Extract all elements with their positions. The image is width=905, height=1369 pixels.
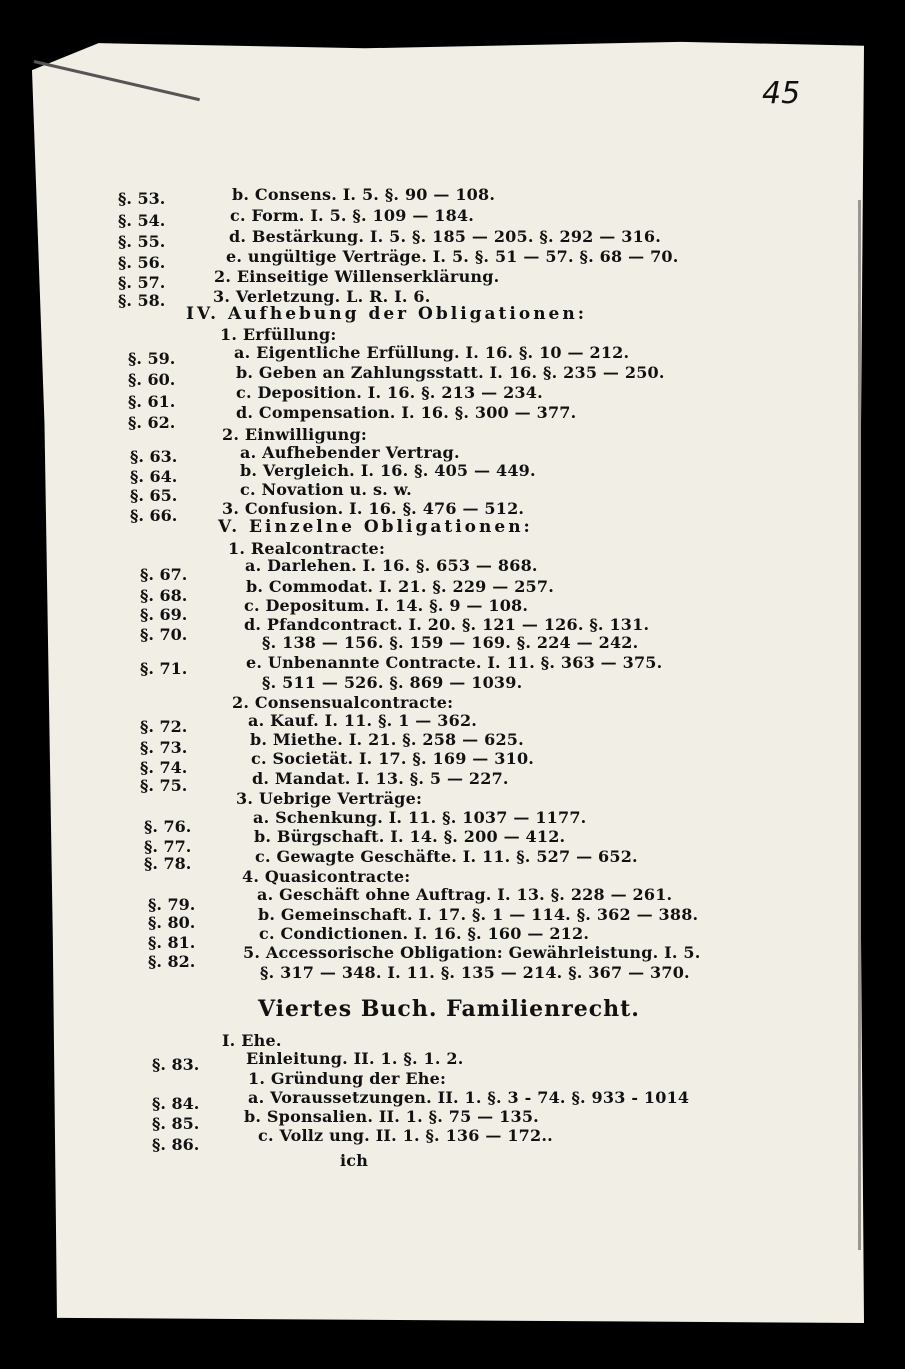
toc-entry: e. Unbenannte Contracte. I. 11. §. 363 — 375. — [246, 653, 663, 672]
toc-subheading: 2. Einwilligung: — [222, 425, 368, 444]
toc-heading: IV. Aufhebung der Obligationen: — [186, 304, 588, 324]
section-number: §. 75. — [140, 776, 188, 795]
section-number: §. 79. — [148, 895, 196, 914]
section-number: §. 81. — [148, 933, 196, 952]
toc-subheading: 2. Consensualcontracte: — [232, 693, 454, 712]
book-heading: Viertes Buch. Familienrecht. — [258, 996, 640, 1022]
toc-entry: d. Compensation. I. 16. §. 300 — 377. — [236, 403, 577, 422]
toc-heading: V. Einzelne Obligationen: — [218, 517, 533, 537]
toc-entry: 3. Confusion. I. 16. §. 476 — 512. — [222, 499, 525, 518]
section-number: §. 85. — [152, 1114, 200, 1133]
section-number: §. 86. — [152, 1135, 200, 1154]
section-number: §. 74. — [140, 758, 188, 777]
section-number: §. 59. — [128, 349, 176, 368]
section-number: §. 83. — [152, 1055, 200, 1074]
toc-entry: b. Geben an Zahlungsstatt. I. 16. §. 235 — 250. — [236, 363, 665, 382]
toc-entry: e. ungültige Verträge. I. 5. §. 51 — 57. §. 68 — 70. — [226, 247, 679, 266]
section-number: §. 55. — [118, 232, 166, 251]
toc-subheading: 3. Uebrige Verträge: — [236, 789, 423, 808]
section-number: §. 56. — [118, 253, 166, 272]
toc-entry-continuation: §. 138 — 156. §. 159 — 169. §. 224 — 242. — [262, 633, 639, 652]
section-number: §. 80. — [148, 913, 196, 932]
section-number: §. 57. — [118, 273, 166, 292]
section-number: §. 58. — [118, 291, 166, 310]
section-number: §. 65. — [130, 486, 178, 505]
section-number: §. 72. — [140, 717, 188, 736]
section-number: §. 76. — [144, 817, 192, 836]
toc-entry: b. Gemeinschaft. I. 17. §. 1 — 114. §. 362 — 388. — [258, 905, 699, 924]
toc-subheading: 1. Realcontracte: — [228, 539, 386, 558]
toc-entry: c. Form. I. 5. §. 109 — 184. — [230, 206, 475, 225]
toc-entry: Einleitung. II. 1. §. 1. 2. — [246, 1049, 464, 1068]
section-number: §. 54. — [118, 211, 166, 230]
toc-entry-continuation: §. 511 — 526. §. 869 — 1039. — [262, 673, 523, 692]
section-number: §. 78. — [144, 854, 192, 873]
toc-subheading: 4. Quasicontracte: — [242, 867, 411, 886]
toc-entry: d. Bestärkung. I. 5. §. 185 — 205. §. 292 — 316. — [229, 227, 662, 246]
catchword: ich — [340, 1151, 369, 1170]
section-number: §. 82. — [148, 952, 196, 971]
section-number: §. 71. — [140, 659, 188, 678]
section-number: §. 70. — [140, 625, 188, 644]
toc-entry: a. Kauf. I. 11. §. 1 — 362. — [248, 711, 478, 730]
toc-entry: a. Eigentliche Erfüllung. I. 16. §. 10 — 212. — [234, 343, 630, 362]
section-number: §. 84. — [152, 1094, 200, 1113]
toc-entry: c. Societät. I. 17. §. 169 — 310. — [251, 749, 535, 768]
toc-entry: 2. Einseitige Willenserklärung. — [214, 267, 500, 286]
toc-entry: b. Consens. I. 5. §. 90 — 108. — [232, 185, 496, 204]
section-number: §. 66. — [130, 506, 178, 525]
toc-entry: a. Schenkung. I. 11. §. 1037 — 1177. — [253, 808, 587, 827]
section-number: §. 61. — [128, 392, 176, 411]
toc-entry: b. Commodat. I. 21. §. 229 — 257. — [246, 577, 554, 596]
toc-entry: 5. Accessorische Obligation: Gewährleistung. I. 5. — [243, 943, 701, 962]
toc-heading: I. Ehe. — [222, 1031, 282, 1050]
toc-entry: d. Mandat. I. 13. §. 5 — 227. — [252, 769, 509, 788]
page-edge — [858, 200, 861, 1250]
toc-entry: c. Novation u. s. w. — [240, 480, 412, 499]
toc-entry-continuation: §. 317 — 348. I. 11. §. 135 — 214. §. 367 — 370. — [260, 963, 690, 982]
section-number: §. 67. — [140, 565, 188, 584]
toc-entry: c. Deposition. I. 16. §. 213 — 234. — [236, 383, 543, 402]
section-number: §. 73. — [140, 738, 188, 757]
toc-entry: c. Condictionen. I. 16. §. 160 — 212. — [259, 924, 590, 943]
toc-entry: a. Geschäft ohne Auftrag. I. 13. §. 228 — 261. — [257, 885, 673, 904]
section-number: §. 53. — [118, 189, 166, 208]
toc-entry: c. Vollz ung. II. 1. §. 136 — 172.. — [258, 1126, 553, 1145]
toc-subheading: 1. Gründung der Ehe: — [248, 1069, 447, 1088]
toc-entry: 3. Verletzung. L. R. I. 6. — [213, 287, 431, 306]
toc-entry: c. Gewagte Geschäfte. I. 11. §. 527 — 652. — [255, 847, 638, 866]
toc-entry: c. Depositum. I. 14. §. 9 — 108. — [244, 596, 529, 615]
toc-entry: a. Darlehen. I. 16. §. 653 — 868. — [245, 556, 538, 575]
toc-entry: a. Aufhebender Vertrag. — [240, 443, 460, 462]
page-number: 45 — [762, 76, 801, 111]
toc-entry: b. Sponsalien. II. 1. §. 75 — 135. — [244, 1107, 539, 1126]
toc-subheading: 1. Erfüllung: — [220, 325, 337, 344]
section-number: §. 63. — [130, 447, 178, 466]
section-number: §. 69. — [140, 605, 188, 624]
toc-entry: b. Vergleich. I. 16. §. 405 — 449. — [240, 461, 536, 480]
section-number: §. 60. — [128, 370, 176, 389]
section-number: §. 62. — [128, 413, 176, 432]
section-number: §. 68. — [140, 586, 188, 605]
toc-entry: b. Miethe. I. 21. §. 258 — 625. — [250, 730, 524, 749]
section-number: §. 64. — [130, 467, 178, 486]
toc-entry: d. Pfandcontract. I. 20. §. 121 — 126. §. 131. — [244, 615, 650, 634]
section-number: §. 77. — [144, 837, 192, 856]
toc-entry: a. Voraussetzungen. II. 1. §. 3 - 74. §. 933 - 1014 — [248, 1088, 690, 1107]
toc-entry: b. Bürgschaft. I. 14. §. 200 — 412. — [254, 827, 566, 846]
